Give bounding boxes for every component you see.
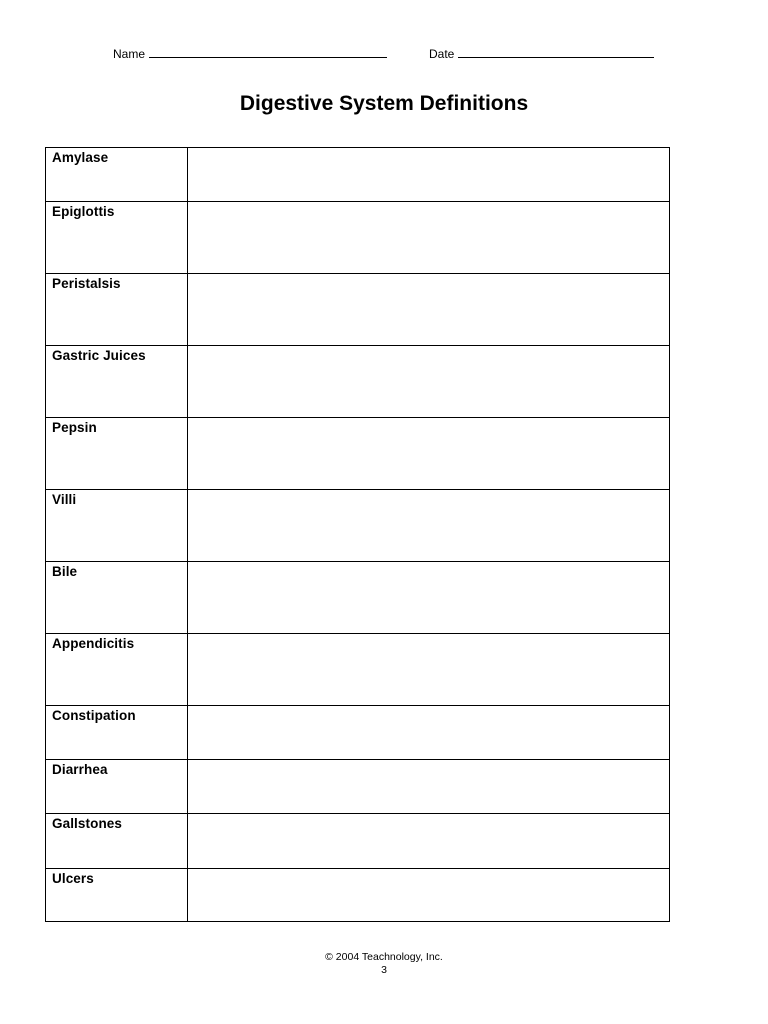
term-cell: Gallstones — [46, 814, 188, 869]
definitions-table — [45, 147, 670, 922]
name-label: Name — [113, 47, 146, 61]
term-cell: Epiglottis — [46, 202, 188, 274]
table-row — [46, 814, 670, 869]
definition-cell[interactable] — [188, 148, 670, 202]
student-info-row — [0, 45, 768, 63]
page-number: 3 — [381, 964, 387, 976]
term-cell: Appendicitis — [46, 634, 188, 706]
definition-cell[interactable] — [188, 202, 670, 274]
name-field[interactable] — [113, 45, 387, 61]
table-row — [46, 346, 670, 418]
definition-cell[interactable] — [188, 760, 670, 814]
term-cell: Pepsin — [46, 418, 188, 490]
page-title: Digestive System Definitions — [239, 92, 529, 115]
name-blank-line[interactable] — [149, 45, 387, 58]
table-row — [46, 706, 670, 760]
definition-cell[interactable] — [188, 562, 670, 634]
table-row — [46, 274, 670, 346]
definition-cell[interactable] — [188, 869, 670, 922]
definition-cell[interactable] — [188, 346, 670, 418]
date-field[interactable] — [429, 45, 654, 61]
table-row — [46, 418, 670, 490]
table-row — [46, 869, 670, 922]
definition-cell[interactable] — [188, 814, 670, 869]
definition-cell[interactable] — [188, 490, 670, 562]
table-row — [46, 202, 670, 274]
term-cell: Peristalsis — [46, 274, 188, 346]
copyright-text: © 2004 Teachnology, Inc. — [325, 951, 443, 963]
table-row — [46, 490, 670, 562]
term-cell: Villi — [46, 490, 188, 562]
term-cell: Amylase — [46, 148, 188, 202]
term-cell: Gastric Juices — [46, 346, 188, 418]
date-blank-line[interactable] — [458, 45, 654, 58]
definition-cell[interactable] — [188, 634, 670, 706]
date-label: Date — [429, 47, 455, 61]
term-cell: Bile — [46, 562, 188, 634]
term-cell: Constipation — [46, 706, 188, 760]
term-cell: Ulcers — [46, 869, 188, 922]
table-row — [46, 148, 670, 202]
table-row — [46, 760, 670, 814]
term-cell: Diarrhea — [46, 760, 188, 814]
table-row — [46, 634, 670, 706]
definition-cell[interactable] — [188, 418, 670, 490]
definition-cell[interactable] — [188, 706, 670, 760]
page-footer — [0, 951, 768, 977]
definition-cell[interactable] — [188, 274, 670, 346]
table-row — [46, 562, 670, 634]
